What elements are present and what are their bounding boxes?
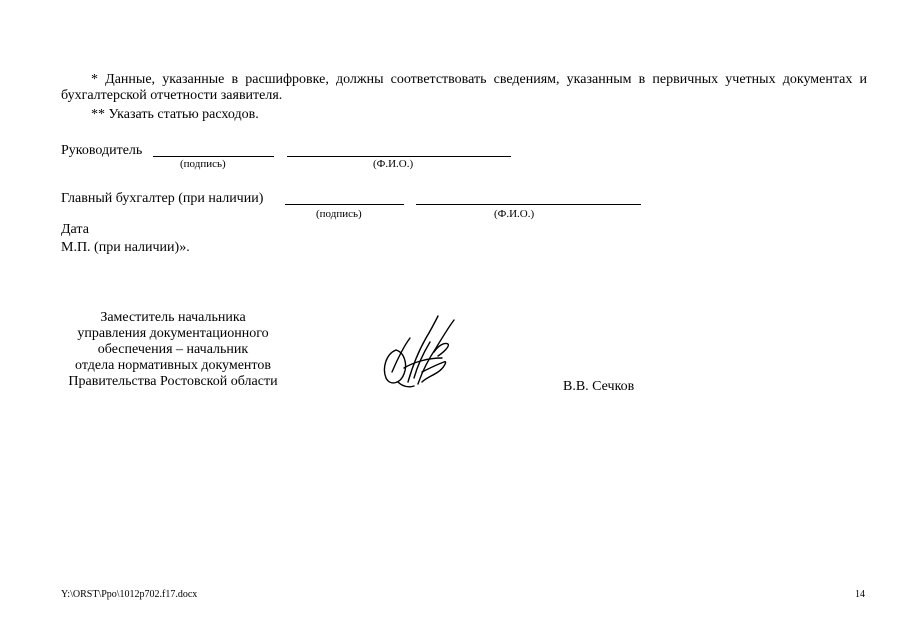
accountant-signature-caption: (подпись) (316, 208, 362, 220)
position-line: Заместитель начальника (100, 310, 246, 325)
accountant-signature-line (285, 204, 404, 205)
position-line: Правительства Ростовской области (68, 374, 278, 389)
head-signature-line (153, 156, 274, 157)
accountant-name-caption: (Ф.И.О.) (494, 208, 535, 220)
signatory-position (61, 310, 285, 390)
position-line: обеспечения – начальник (97, 342, 249, 357)
date-label: Дата (61, 222, 89, 237)
position-line: отдела нормативных документов (75, 358, 271, 373)
position-line: управления документационного (77, 326, 269, 341)
seal-label: М.П. (при наличии)». (61, 240, 190, 255)
signatory-name: В.В. Сечков (563, 379, 635, 394)
footer-file-path: Y:\ORST\Ppo\1012p702.f17.docx (61, 589, 198, 600)
head-signature-caption: (подпись) (180, 158, 226, 170)
accountant-name-line (416, 204, 641, 205)
head-label: Руководитель (61, 143, 143, 158)
head-name-line (287, 156, 511, 157)
chief-accountant-label: Главный бухгалтер (при наличии) (61, 191, 264, 206)
footnote-second: ** Указать статью расходов. (91, 107, 259, 122)
handwritten-signature (378, 312, 460, 392)
footnote-first: * Данные, указанные в расшифровке, должны соответствовать сведениям, указанным в первичных учетных документах и бухгалтерской отчетности заявителя. (61, 72, 867, 103)
head-name-caption: (Ф.И.О.) (373, 158, 414, 170)
footer-page-number: 14 (855, 589, 865, 600)
